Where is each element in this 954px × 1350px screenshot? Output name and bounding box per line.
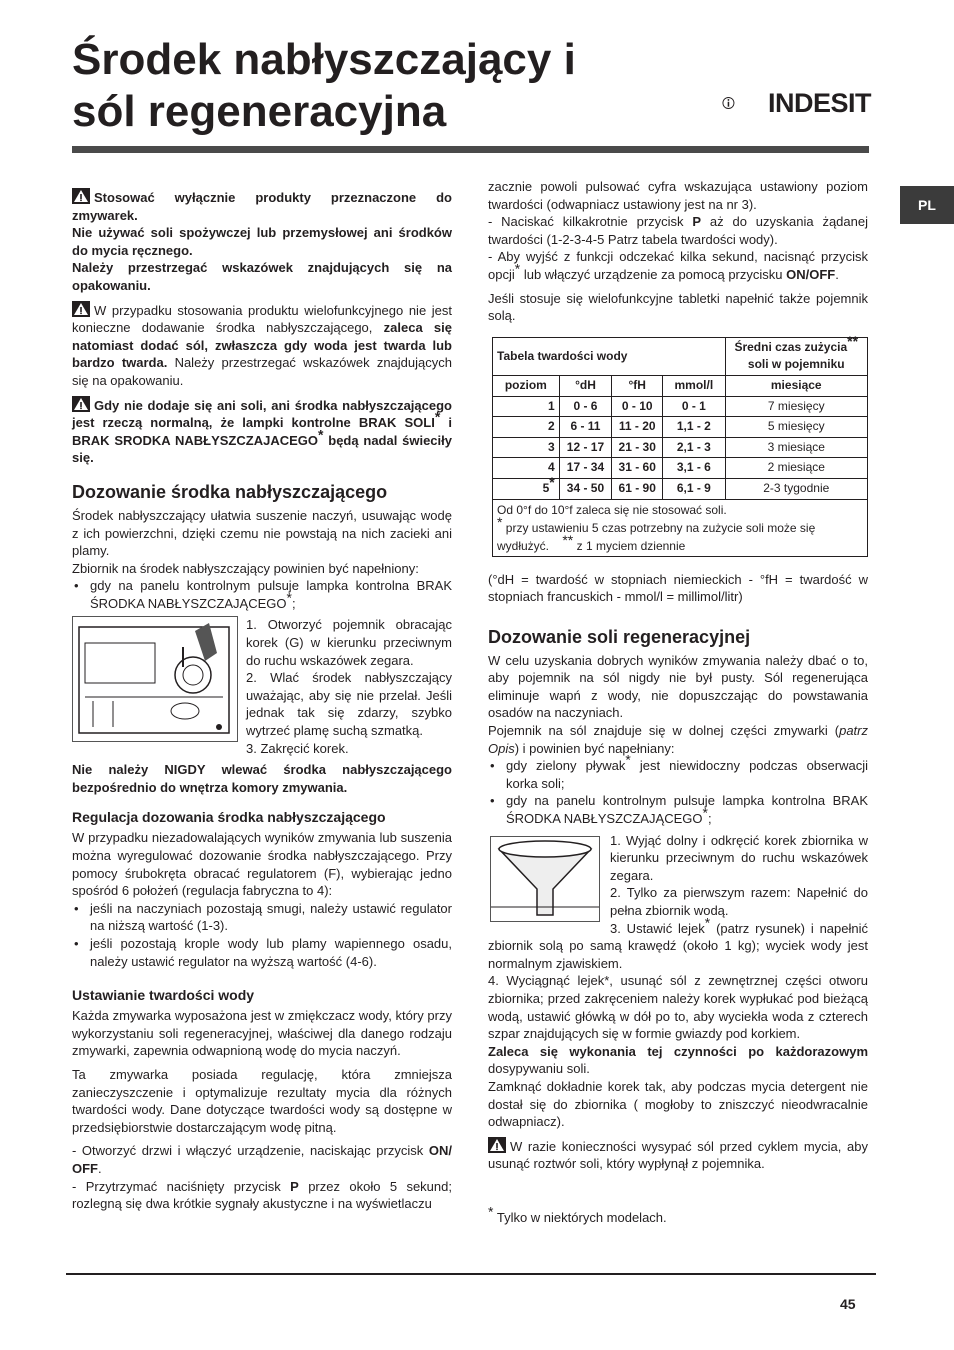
table-row: 2 6 - 11 11 - 20 1,1 - 2 5 miesięcy: [493, 417, 868, 438]
rinse-step-1: 1. Otworzyć pojemnik obracając korek (G) w kierunku przeciwnym do ruchu wskazówek zegara.: [246, 617, 452, 668]
salt-recommendation: Zaleca się wykonania tej czynności po każdorazowym dosypywaniu soli.: [488, 1043, 868, 1077]
warning-lamps: Gdy nie dodaje się ani soli, ani środka nabłyszczającego jest rzeczą normalną, że lampki kontrolne BRAK SOLI* i BRAK SRODKA NABŁYSZCZAJACEGO* będą nadal świeciły się.: [72, 397, 452, 466]
header-months: miesiące: [725, 375, 867, 396]
page-number: 45: [840, 1296, 856, 1312]
water-hardness-table: [492, 332, 868, 557]
indesit-logo-icon: [722, 82, 768, 124]
language-tab: PL: [900, 186, 954, 224]
title-divider: [72, 146, 869, 153]
warning-icon: [72, 188, 90, 204]
footer-divider: [66, 1273, 876, 1275]
list-item: • jeśli pozostają krople wody lub plamy wapiennego osadu, należy ustawić regulator na wyższą wartość (4-6).: [72, 935, 452, 970]
table-row: 1 0 - 6 0 - 10 0 - 1 7 miesięcy: [493, 396, 868, 417]
heading-water-hardness: Ustawianie twardości wody: [72, 987, 255, 1004]
hardness-text-1: Każda zmywarka wyposażona jest w zmiękczacz wody, który przy wykorzystaniu soli regeneracyjnej, właściwej dla danego rodzaju zmywarki, zapewnia odwapnioną wodę do mycia naczyń.: [72, 1008, 452, 1059]
warning-multifunction: W przypadku stosowania produktu wielofunkcyjnego nie jest konieczne dodawanie środka nabłyszczającego, zaleca się natomiast dodać sól, zwłaszcza gdy woda jest twarda lub bardzo twarda. Należy przestrzegać wskazówek znajdujących się na opakowaniu.: [72, 302, 452, 388]
header-fh: °fH: [612, 375, 663, 396]
salt-step-1: 1. Wyjąć dolny i odkręcić korek zbiornika w kierunku przeciwnym do ruchu wskazówek zegara.: [610, 832, 868, 883]
hardness-step-2: - Przytrzymać naciśnięty przycisk P przez około 5 sekund; rozlegną się dwa krótkie sygnały akustyczne i na wyświetlaczu: [72, 1178, 452, 1212]
rinse-intro: Środek nabłyszczający ułatwia suszenie naczyń, usuwając wodę z ich powierzchni, dzięki czemu nie powstają na nich zacieki ani plamy.: [72, 507, 452, 559]
salt-warning: W razie konieczności wysypać sól przed cyklem mycia, aby usunąć roztwór soli, który wypłynął z pojemnika.: [488, 1138, 868, 1172]
heading-salt: Dozowanie soli regeneracyjnej: [488, 626, 751, 647]
brand-name: INDESIT: [768, 88, 872, 118]
rinse-fill-when: Zbiornik na środek nabłyszczający powinien być napełniony:: [72, 560, 419, 576]
footnote: * Tylko w niektórych modelach.: [488, 1203, 667, 1225]
header-mmol: mmol/l: [663, 375, 725, 396]
hardness-continued: zacznie powoli pulsować cyfra wskazująca ustawiony poziom twardości (odwapniacz ustawiony jest na nr 3).: [488, 179, 868, 212]
hardness-step-1: - Otworzyć drzwi i włączyć urządzenie, naciskając przycisk ON/ OFF.: [72, 1143, 452, 1176]
table-title: Tabela twardości wody: [493, 337, 726, 375]
rinse-step-2: 2. Wlać środek nabłyszczający uważając, aby się nie przelał. Jeśli jednak tak się zdarzy, szybko wytrzeć plamę suchą szmatką.: [246, 670, 452, 739]
salt-step-2: 2. Tylko za pierwszym razem: Napełnić do pełna zbiornik wodą.: [610, 885, 868, 918]
right-column: [488, 178, 868, 1233]
list-item: • gdy na panelu kontrolnym pulsuje lampka kontrolna BRAK ŚRODKA NABŁYSZCZAJĄCEGO*;: [72, 577, 452, 612]
salt-list: [488, 751, 868, 827]
regulation-list: [72, 900, 452, 970]
list-item: • gdy na panelu kontrolnym pulsuje lampka kontrolna BRAK ŚRODKA NABŁYSZCZAJĄCEGO*;: [488, 792, 868, 827]
rinse-never-warning: Nie należy NIGDY wlewać środka nabłyszczającego bezpośrednio do wnętrza komory zmywania.: [72, 762, 452, 795]
rinse-list: [72, 577, 452, 612]
left-column: [72, 188, 452, 1213]
multifunction-note: Jeśli stosuje się wielofunkcyjne tabletki napełnić także pojemnik solą.: [488, 290, 868, 324]
header-level: poziom: [493, 375, 560, 396]
rinse-aid-dispenser-figure: [72, 616, 238, 742]
warning-products: Stosować wyłącznie produkty przeznaczone do zmywarek. Nie używać soli spożywczej lub przemysłowej ani środków do mycia ręcznego. Należy przestrzegać wskazówek znajdujących się na opakowaniu.: [72, 190, 452, 293]
units-legend: (°dH = twardość w stopniach niemieckich - °fH = twardość w stopniach francuskich - mmol/l = millimol/litr): [488, 571, 868, 605]
salt-location: Pojemnik na sól znajduje się w dolnej części zmywarki (patrz Opis) i powinien być napełniany:: [488, 723, 868, 756]
page-title: [72, 34, 672, 138]
salt-close-cap: Zamknąć dokładnie korek tak, aby podczas mycia detergent nie dostał się do zbiornika ( mogłoby to zniszczyć nieodwracalnie odwapniacz).: [488, 1078, 868, 1130]
list-item: • gdy zielony pływak* jest niewidoczny podczas obserwacji korka soli;: [488, 757, 868, 792]
table-avg-header: Średni czas zużycia** soli w pojemniku: [725, 337, 867, 375]
list-item: • jeśli na naczyniach pozostają smugi, należy ustawić regulator na niższą wartość (1-3).: [72, 900, 452, 935]
salt-step-4: 4. Wyciągnąć lejek*, usunąć sól z zewnętrznej części otworu zbiornika; przed zakręceniem należy korek wypłukać pod bieżącą wodą, ustawić główką w dół po to, aby wyciekła woda z czterech szpar znajdujących się w formie gwiazdy pod korkiem.: [488, 973, 868, 1042]
salt-funnel-figure: [490, 836, 600, 922]
heading-rinse-aid: Dozowanie środka nabłyszczającego: [72, 481, 388, 502]
regulation-text: W przypadku niezadowalających wyników zmywania lub suszenia można wyregulować dozowanie środka nabłyszczającego. Przy pomocy śrubokręta obracać regulatorem (F), wybierając jedno spośród 6 położeń (regulacja fabryczna to 4):: [72, 830, 452, 899]
table-notes: Od 0°f do 10°f zaleca się nie stosować soli. * przy ustawieniu 5 czas potrzebny na zużycie soli może się wydłużyć. ** z 1 myciem dziennie: [493, 499, 868, 556]
heading-rinse-regulation: Regulacja dozowania środka nabłyszczającego: [72, 809, 386, 826]
hardness-step-3: - Naciskać kilkakrotnie przycisk P aż do uzyskania żądanej twardości (1-2-3-4-5 Patrz tabela twardości wody).: [488, 214, 868, 247]
warning-icon: [488, 1137, 506, 1153]
warning-icon: [72, 301, 90, 317]
table-row: 3 12 - 17 21 - 30 2,1 - 3 3 miesiące: [493, 437, 868, 458]
rinse-step-3: 3. Zakręcić korek.: [246, 740, 349, 756]
warning-icon: [72, 396, 90, 412]
hardness-step-4: - Aby wyjść z funkcji odczekać kilka sekund, nacisnąć przycisk opcji* lub włączyć urządzenie za pomocą przycisku ON/OFF.: [488, 249, 868, 282]
title-line-1: Środek nabłyszczający i: [72, 35, 576, 84]
salt-intro: W celu uzyskania dobrych wyników zmywania należy dbać o to, aby pojemnik na sól nigdy nie był pusty. Sól regenerująca eliminuje wapń z wody, nie dopuszczając do powstawania osadów na naczyniach.: [488, 652, 868, 721]
hardness-text-2: Ta zmywarka posiada regulację, która zmniejsza zanieczyszczenie i optymalizuje rezultaty mycia dla różnych twardości wody. Dane dotyczące twardości wody są dostępne w przedsiębiorstwie dostarczającym wodę pitną.: [72, 1066, 452, 1135]
table-row: 4 17 - 34 31 - 60 3,1 - 6 2 miesiące: [493, 458, 868, 479]
title-line-2: sól regeneracyjna: [72, 87, 447, 136]
header-dh: °dH: [559, 375, 612, 396]
table-row: 5* 34 - 50 61 - 90 6,1 - 9 2-3 tygodnie: [493, 478, 868, 499]
salt-step-3: 3. Ustawić lejek* (patrz rysunek) i napełnić zbiornik solą po samą krawędź (około 1 kg); wyciek wody jest normalnym zjawiskiem.: [488, 914, 868, 971]
